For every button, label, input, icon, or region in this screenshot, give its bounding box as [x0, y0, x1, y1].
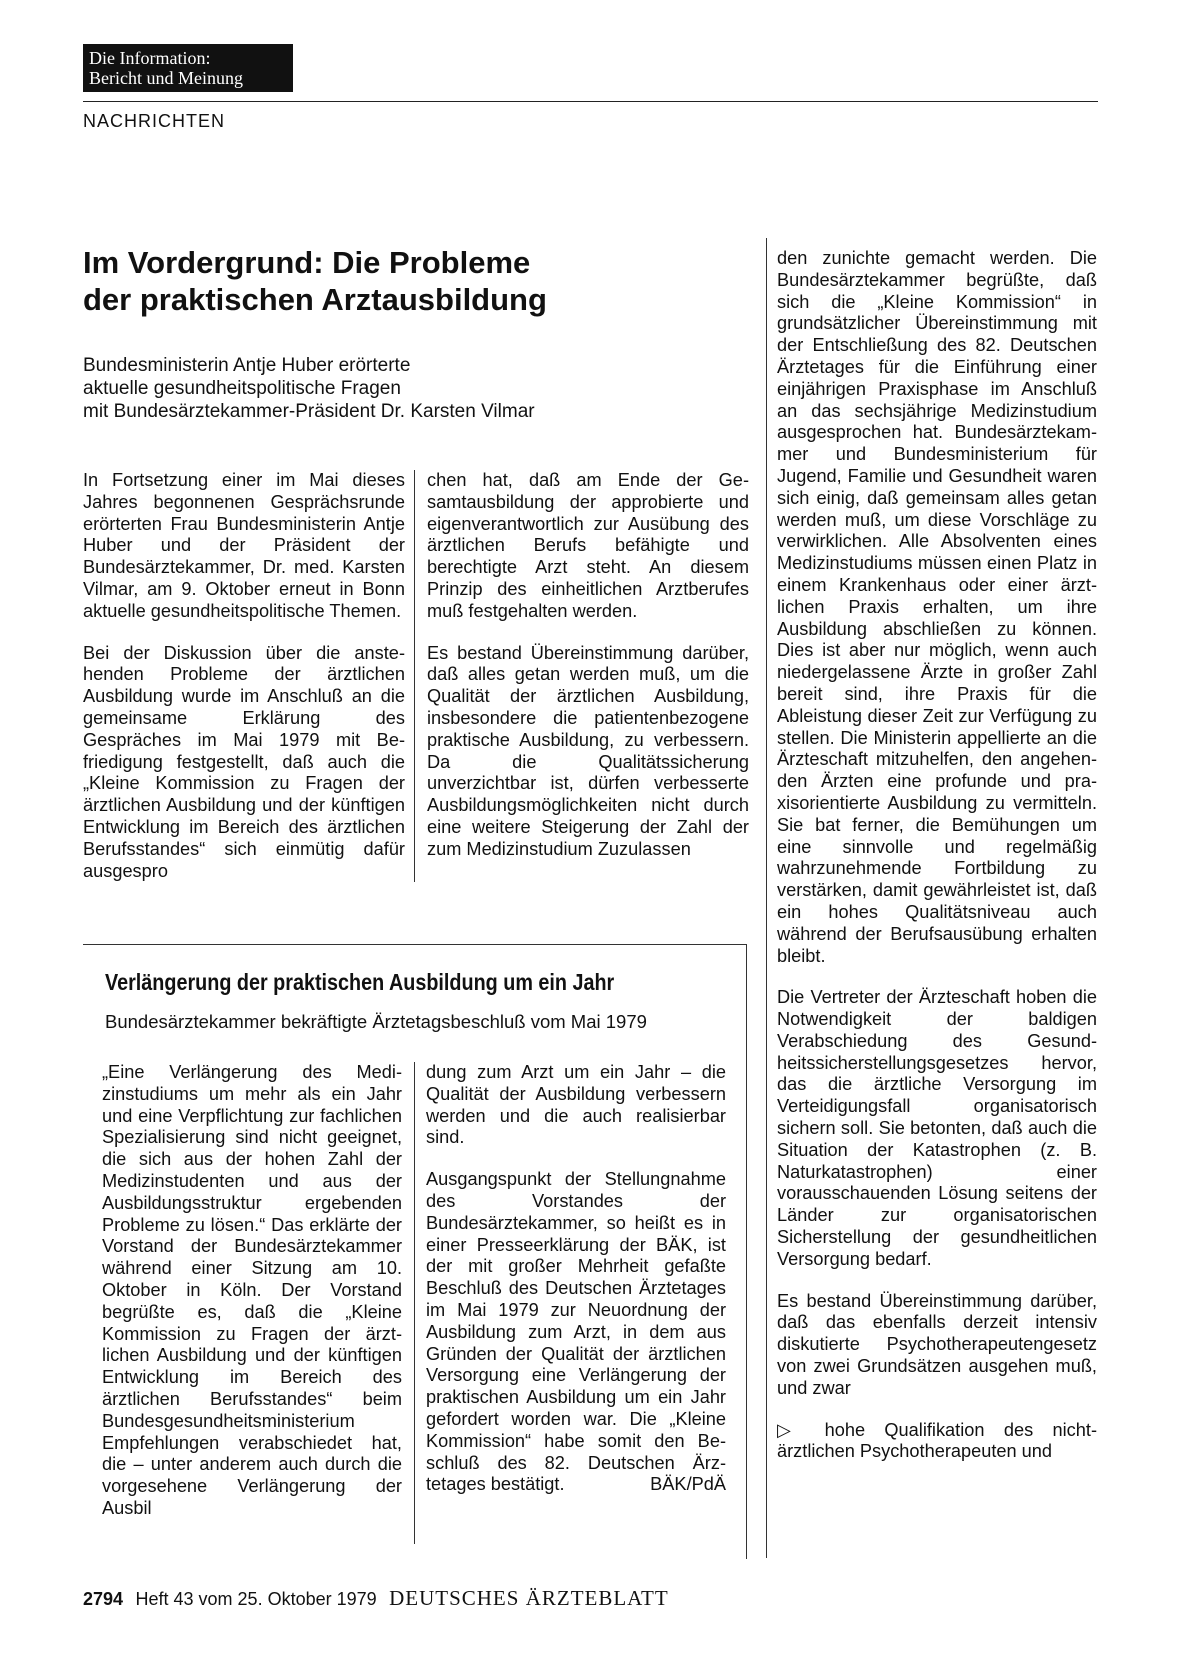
article-headline — [83, 244, 723, 318]
article-column-1 — [83, 470, 405, 902]
section-tag-line2: Bericht und Meinung — [89, 68, 243, 88]
box-column-2 — [426, 1062, 726, 1516]
paragraph: Es bestand Übereinstimmung darüber, daß das ebenfalls derzeit intensiv diskutierte Psychotherapeutengesetz von zwei Grundsätzen ausgehen muß, und zwar — [777, 1290, 1097, 1398]
paragraph: Die Vertreter der Ärzteschaft hoben die Notwendigkeit der baldigen Verabschiedung des Gesundheitssicherstellungsgesetzes hervor, das die ärztliche Versorgung im Verteidigungsfall organisatorisch sichern soll. Sie betonten, daß auch die Situation der Katastrophen (z. B. Naturkatastrophen) einer vorausschauenden Lösung seitens der Länder zur organisatorischen Sicherstellung der gesundheitlichen Versorgung bedarf. — [777, 987, 1097, 1269]
paragraph: In Fortsetzung einer im Mai dieses Jahres begonnenen Gesprächsrunde erörterten Frau Bundesministerin Antje Huber und der Präsident der Bundesärztekammer, Dr. med. Karsten Vilmar, am 9. Oktober erneut in Bonn aktuelle gesundheitspolitische Themen. — [83, 470, 405, 621]
paragraph: „Eine Verlängerung des Medizinstudiums um mehr als ein Jahr und eine Verpflichtung zur fachlichen Spezialisierung sind nicht geeignet, die sich aus der hohen Zahl der Medizinstudenten und aus der Ausbildungsstruktur ergebenden Probleme zu lösen.“ Das erklärte der Vorstand der Bundesärztekammer während einer Sitzung am 10. Oktober in Köln. Der Vorstand begrüßte es, daß die „Kleine Kommission zu Fragen der ärztlichen Ausbildung und der künftigen Entwicklung im Bereich des ärztlichen Berufsstandes“ beim Bundesgesundheitsministerium Empfehlungen verabschiedet hat, die – unter anderem auch durch die vorgesehene Verlängerung der Ausbil — [102, 1062, 402, 1518]
article-column-3 — [777, 248, 1097, 1483]
box-subtitle: Bundesärztekammer bekräftigte Ärztetagsbeschluß vom Mai 1979 — [105, 1011, 647, 1032]
page-number: 2794 — [83, 1589, 124, 1609]
paragraph: chen hat, daß am Ende der Gesamtausbildung der approbierte und eigenverantwortlich zur Ausübung des ärztlichen Berufs befähigte und berechtigte Arzt steht. An diesem Prinzip des einheitlichen Arztberufes muß festgehalten werden. — [427, 470, 749, 621]
section-tag-line1: Die Information: — [89, 48, 211, 68]
subtitle-line2: aktuelle gesundheitspolitische Fragen — [83, 378, 401, 399]
page-footer — [83, 1586, 669, 1611]
box-title: Verlängerung der praktischen Ausbildung um ein Jahr — [105, 969, 615, 995]
journal-name: DEUTSCHES ÄRZTEBLATT — [389, 1586, 669, 1610]
bullet-paragraph: ▷ hohe Qualifikation des nichtärztlichen Psychotherapeuten und — [777, 1419, 1097, 1462]
paragraph — [426, 1169, 726, 1496]
box-signature: BÄK/PdÄ — [650, 1474, 726, 1495]
header-rule — [83, 101, 1098, 102]
section-tag — [83, 44, 293, 92]
subtitle-line1: Bundesministerin Antje Huber erörterte — [83, 355, 411, 376]
paragraph: Bei der Diskussion über die anstehenden Probleme der ärztlichen Ausbildung wurde im Anschluß an die gemeinsame Erklärung des Gespräches im Mai 1979 mit Befriedigung festgestellt, daß auch die „Kleine Kommission zu Fragen der ärztlichen Ausbildung und der künftigen Entwicklung im Bereich des ärztlichen Berufsstandes“ sich einmütig dafür ausgespro — [83, 642, 405, 881]
column-divider — [766, 238, 767, 1558]
column-divider — [414, 1062, 415, 1544]
column-divider — [414, 470, 415, 882]
rubric: NACHRICHTEN — [83, 111, 226, 131]
paragraph: Es bestand Übereinstimmung darüber, daß alles getan werden muß, um die Qualität der ärztlichen Ausbildung, insbesondere die patientenbezogene praktische Ausbildung, zu verbessern. Da die Qualitätssicherung unverzichtbar ist, dürfen verbesserte Ausbildungsmöglichkeiten nicht durch eine weitere Steigerung der Zahl der zum Medizinstudium Zuzulassen — [427, 642, 749, 859]
issue-info: Heft 43 vom 25. Oktober 1979 — [135, 1589, 377, 1609]
box-column-1 — [102, 1062, 402, 1540]
headline-line1: Im Vordergrund: Die Probleme — [83, 245, 531, 280]
paragraph: dung zum Arzt um ein Jahr – die Qualität der Ausbildung verbessern werden und die auch realisierbar sind. — [426, 1062, 726, 1148]
subtitle-line3: mit Bundesärztekammer-Präsident Dr. Karsten Vilmar — [83, 401, 535, 422]
article-subtitle — [83, 354, 723, 423]
paragraph-text: Ausgangspunkt der Stellungnahme des Vorstandes der Bundesärztekammer, so heißt es in einer Presseerklärung der BÄK, ist der mit großer Mehrheit gefaßte Beschluß des Deutschen Ärztetages im Mai 1979 zur Neuordnung der Ausbildung zum Arzt, in dem aus Gründen der Qualität der ärztlichen Versorgung eine Verlängerung der praktischen Ausbildung um ein Jahr gefordert worden war. Die „Kleine Kommission“ habe somit den Beschluß des 82. Deutschen Ärztetages bestätigt. — [426, 1169, 726, 1495]
paragraph: den zunichte gemacht werden. Die Bundesärztekammer begrüßte, daß sich die „Kleine Kommission“ in grundsätzlicher Übereinstimmung mit der Entschließung des 82. Deutschen Ärztetages für die Einführung einer einjährigen Praxisphase im Anschluß an das sechsjährige Medizinstudium ausgesprochen hat. Bundesärztekammer und Bundesministerium für Jugend, Familie und Gesundheit waren sich einig, daß gemeinsam alles getan werden muß, um diese Vorschläge zu verwirklichen. Alle Absolventen eines Medizinstudiums müssen einen Platz in einem Krankenhaus oder einer ärztlichen Praxis erhalten, um ihre Ausbildung abschließen zu können. Dies ist aber nur möglich, wenn auch niedergelassene Ärzte in großer Zahl bereit sind, ihre Praxis für die Ableistung dieser Zeit zur Verfügung zu stellen. Die Ministerin appellierte an die Ärzteschaft mitzuhelfen, den angehenden Ärzten eine profunde und praxisorientierte Ausbildung zu vermitteln. Sie bat ferner, die Bemühungen um eine sinnvolle und regelmäßig wahrzunehmende Fortbildung zu verstärken, damit gewährleistet ist, daß ein hohes Qualitätsniveau auch während der Berufsausübung erhalten bleibt. — [777, 248, 1097, 966]
headline-line2: der praktischen Arztausbildung — [83, 282, 547, 317]
article-column-2 — [427, 470, 749, 881]
